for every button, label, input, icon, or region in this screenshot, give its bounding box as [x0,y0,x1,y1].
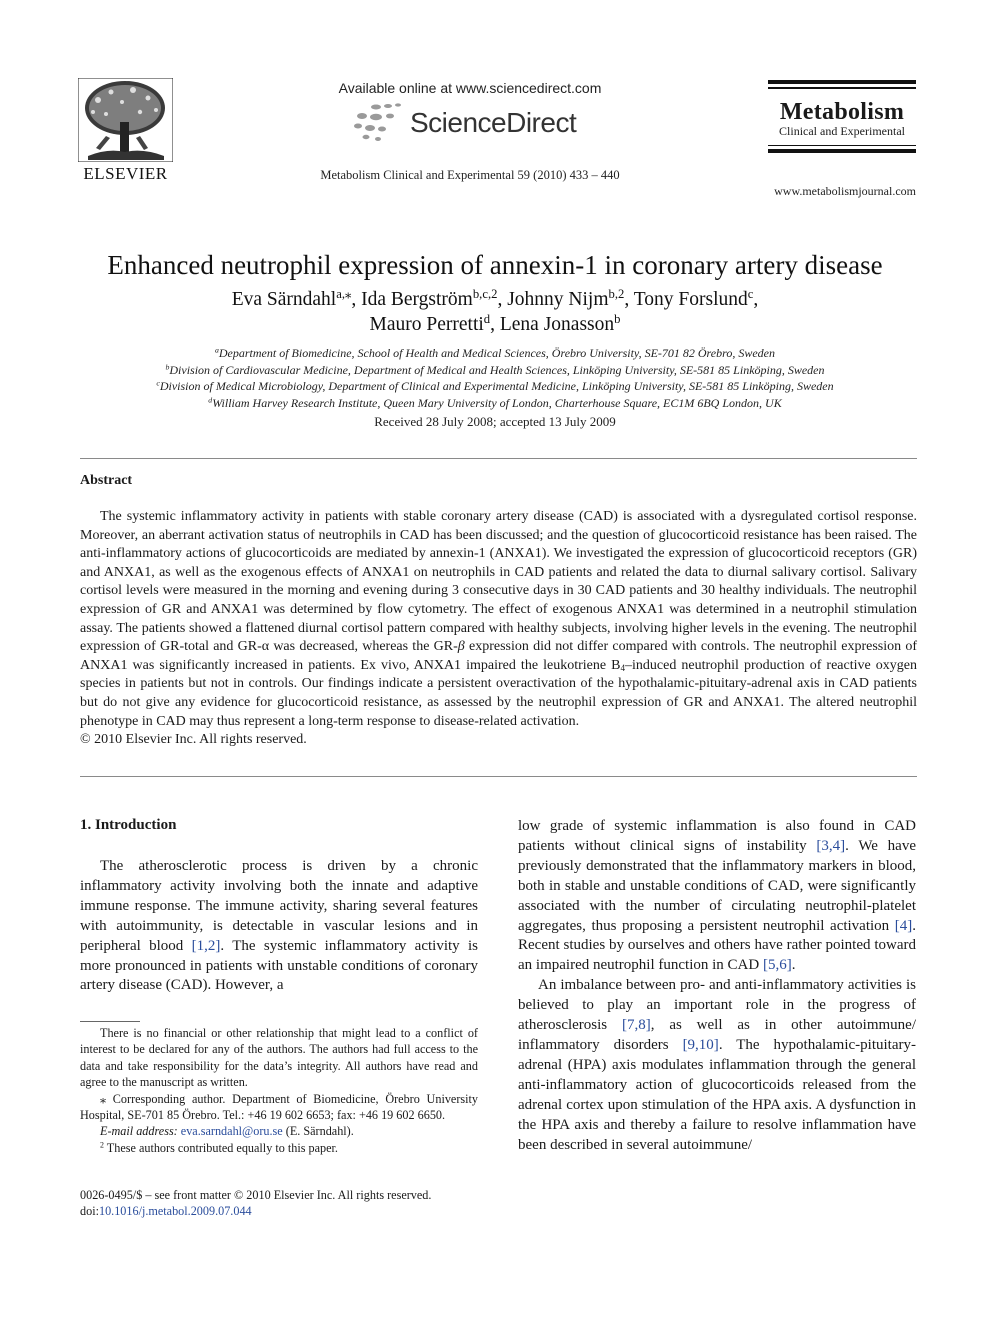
section-heading-introduction: 1. Introduction [80,817,177,833]
abstract-copyright: © 2010 Elsevier Inc. All rights reserved. [80,732,307,748]
author: Mauro Perretti$^d$, [369,312,500,335]
author: Tony Forslund$^c$, [633,287,759,310]
citation-link[interactable]: [9,10] [682,1036,719,1053]
citation-link[interactable]: [4] [894,917,913,934]
footnote-equal-contribution: $^2$ These authors contributed equally to this paper. [100,1140,338,1155]
abstract-text: The systemic inflammatory activity in patients with stable coronary artery disease (CAD) is associated with a dysregulated cortisol response. Moreover, an aberrant activation status of neutrophils in CAD has been discussed; and the question of glucocorticoid resistance has been raised. The anti-inflammatory actions of glucocorticoids are mediated by annexin-1 (ANXA1). We investigated the expression of glucocorticoid receptors (GR) and ANXA1, as well as the exogenous effects of ANXA1 on neutrophils in CAD patients and related the data to diurnal salivary cortisol. Salivary cortisol levels were measured in the morning and evening during 3 consecutive days in 30 CAD patients and 30 healthy individuals. The neutrophil expression of GR and ANXA1 was determined by flow cytometry. The effect of exogenous ANXA1 was determined in a neutrophil stimulation assay. The patients showed a flattened diurnal cortisol pattern compared with healthy subjects, involving higher levels in the evening. The neutrophil expression of GR-total and GR-α was decreased, whereas the GR-β expression did not differ compared with controls. The neutrophil expression of ANXA1 was significantly increased in patients. Ex vivo, ANXA1 impaired the leukotriene $B_4$–induced neutrophil production of reactive oxygen species in patients but not in controls. Our findings indicate a persistent overactivation of the hypothalamic-pituitary-adrenal axis in CAD patients but do not give any evidence for glucocorticoid resistance, as assessed by the neutrophil expression of GR and ANXA1. The altered neutrophil phenotype in CAD may thus represent a long-term response to disease-related activation. [80,509,918,729]
affiliation: $^d$William Harvey Research Institute, Queen Mary University of London, Charterhouse Square, EC1M 6BQ London, UK [208,395,782,410]
doi-line: doi:10.1016/j.metabol.2009.07.044 [80,1204,252,1219]
citation-link[interactable]: [7,8] [621,1017,651,1034]
doi-link[interactable]: 10.1016/j.metabol.2009.07.044 [98,1204,252,1219]
article-title: Enhanced neutrophil expression of annexin-1 in coronary artery disease [107,250,883,280]
left-column [80,857,478,996]
sciencedirect-wordmark: ScienceDirect [410,107,577,138]
author-list-line-2 [60,314,930,336]
sciencedirect-dots-icon [352,102,408,144]
front-matter [80,1187,500,1220]
journal-masthead [768,80,916,156]
journal-subtitle: Clinical and Experimental [779,123,905,138]
masthead-rule [768,145,916,147]
abstract-heading: Abstract [80,473,133,488]
masthead-rule [768,80,916,84]
citation-link[interactable]: [1,2] [191,937,221,954]
masthead-rule [768,149,916,153]
email-link[interactable]: eva.sarndahl@oru.se [180,1124,283,1139]
masthead-rule [768,87,916,89]
elsevier-logo [78,78,173,188]
author: Eva Särndahl$^{a,⁎}$, [231,287,362,310]
abstract-body [80,508,917,750]
author: Johnny Nijm$^{b,2}$, [507,287,634,310]
footnote-corresponding: ⁎ Corresponding author. Department of Biomedicine, Örebro University Hospital, SE-701 85 Örebro. Tel.: +46 19 602 6653; fax: +46 19 602 6650. [80,1091,478,1123]
journal-citation: Metabolism Clinical and Experimental 59 (2010) 433 – 440 [320,168,620,182]
divider [80,458,917,459]
affiliation: $^c$Division of Medical Microbiology, Department of Clinical and Experimental Medicine, Linköping University, SE-581 85 Linköping, Sweden [156,378,834,393]
citation-link[interactable]: [3,4] [816,837,846,854]
paragraph: An imbalance between pro- and anti-inflammatory activities is believed to play an important role in the progress of atherosclerosis [7,8], as well as in other autoimmune/ inflammatory disorders [9,10]. The hypothalamic-pituitary-adrenal (HPA) axis modulates inflammation through the general anti-inflammatory action of glucocorticoids released from the adrenal cortex upon stimulation of the HPA axis. A dysfunction in the HPA axis and thereby a failure to resolve inflammation have been described in several autoimmune/ [518,977,916,1153]
author: Ida Bergström$^{b,c,2}$, [361,287,508,310]
sciencedirect-logo [352,100,592,146]
affiliation: $^a$Department of Biomedicine, School of Health and Medical Sciences, Örebro University, SE-701 82 Örebro, Sweden [214,345,775,360]
available-online-text: Available online at www.sciencedirect.com [338,80,602,96]
elsevier-tree-icon [78,78,173,162]
right-column [518,817,916,1155]
received-dates: Received 28 July 2008; accepted 13 July 2009 [374,414,616,429]
footnote-rule [80,1021,140,1022]
citation-link[interactable]: [5,6] [762,957,792,974]
divider [80,776,917,777]
paragraph: The atherosclerotic process is driven by a chronic inflammatory activity involving both the innate and adaptive immune response. The immune activity, sharing several features with autoimmunity, is detectable in vascular lesions and in peripheral blood [1,2]. The systemic inflammatory activity is more pronounced in patients with unstable conditions of coronary artery disease (CAD). However, a [80,858,478,994]
paragraph: low grade of systemic inflammation is also found in CAD patients without clinical signs of instability [3,4]. We have previously demonstrated that the inflammatory markers in blood, both in stable and unstable conditions of CAD, were significantly associated with the number of circulating neutrophil-platelet aggregates, thus proposing a persistent neutrophil activation [4]. Recent studies by ourselves and others have rather pointed toward an impaired neutrophil function in CAD [5,6]. [518,818,916,974]
issn-line: 0026-0495/$ – see front matter © 2010 Elsevier Inc. All rights reserved. [80,1188,432,1202]
author-list-line-1 [60,289,930,311]
journal-url-link[interactable]: www.metabolismjournal.com [774,184,916,198]
author: Lena Jonasson$^b$ [499,312,621,335]
footnote-email: E-mail address: eva.sarndahl@oru.se (E. Särndahl). [100,1124,354,1139]
footnote-conflict: There is no financial or other relationship that might lead to a conflict of interest to be declared for any of the authors. The authors had full access to the data and take responsibility for the data’s integrity. All authors have read and agree to the manuscript as written. [80,1026,478,1090]
publisher-name: ELSEVIER [83,164,168,183]
journal-name: Metabolism [779,98,905,125]
affiliation: $^b$Division of Cardiovascular Medicine, Department of Medical and Health Sciences, Linköping University, SE-581 85 Linköping, Sweden [165,362,825,377]
footnotes [80,1025,478,1156]
